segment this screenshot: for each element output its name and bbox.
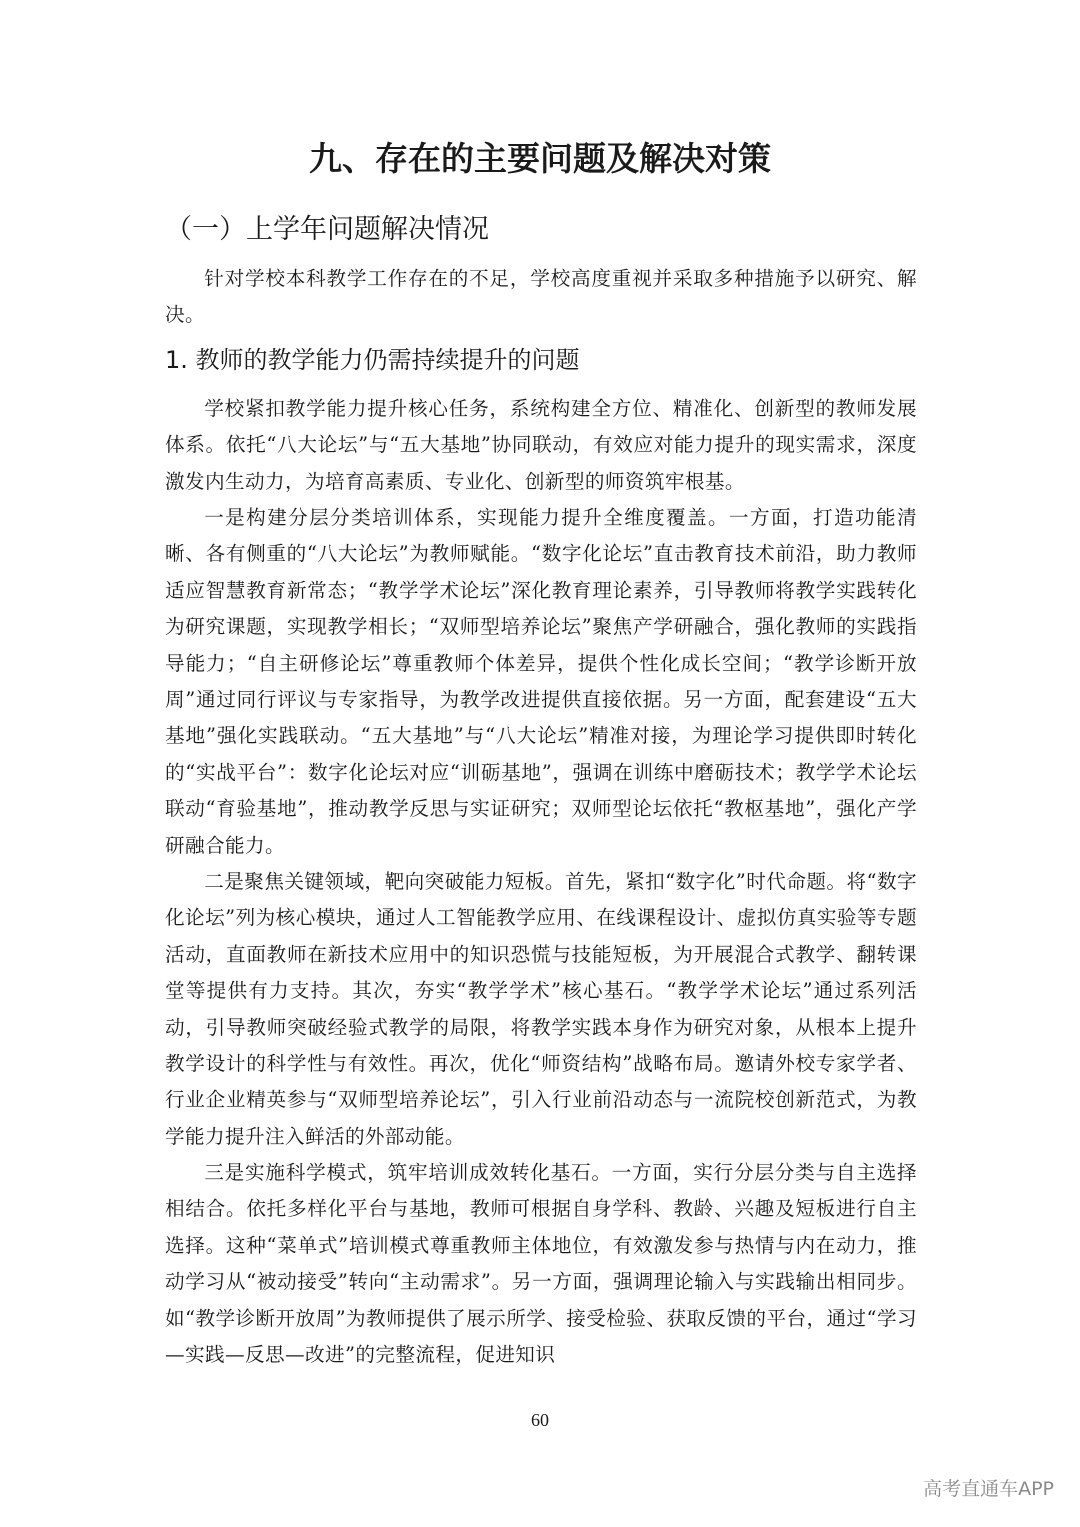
subsection-heading: 1. 教师的教学能力仍需持续提升的问题	[165, 346, 580, 374]
watermark-text: 高考直通车APP	[923, 1478, 1054, 1500]
body-paragraph: 一是构建分层分类培训体系，实现能力提升全维度覆盖。一方面，打造功能清晰、各有侧重的“八大论坛”为教师赋能。“数字化论坛”直击教育技术前沿，助力教师适应智慧教育新常态；“教学学术论坛”深化教育理论素养，引导教师将教学实践转化为研究课题，实现教学相长；“双师型培养论坛”聚焦产学研融合，强化教师的实践指导能力；“自主研修论坛”尊重教师个体差异，提供个性化成长空间；“教学诊断开放周”通过同行评议与专家指导，为教学改进提供直接依据。另一方面，配套建设“五大基地”强化实践联动。“五大基地”与“八大论坛”精准对接，为理论学习提供即时转化的“实战平台”：数字化论坛对应“训砺基地”，强调在训练中磨砺技术；教学学术论坛联动“育验基地”，推动教学反思与实证研究；双师型论坛依托“教枢基地”，强化产学研融合能力。	[165, 506, 917, 857]
page-number: 60	[531, 1410, 549, 1430]
body-paragraph: 三是实施科学模式，筑牢培训成效转化基石。一方面，实行分层分类与自主选择相结合。依托多样化平台与基地，教师可根据自身学科、教龄、兴趣及短板进行自主选择。这种“菜单式”培训模式尊重教师主体地位，有效激发参与热情与内在动力，推动学习从“被动接受”转向“主动需求”。另一方面，强调理论输入与实践输出相同步。如“教学诊断开放周”为教师提供了展示所学、接受检验、获取反馈的平台，通过“学习—实践—反思—改进”的完整流程，促进知识	[165, 1161, 917, 1367]
intro-paragraph: 针对学校本科教学工作存在的不足，学校高度重视并采取多种措施予以研究、解决。	[165, 267, 917, 327]
body-paragraph: 二是聚焦关键领域，靶向突破能力短板。首先，紧扣“数字化”时代命题。将“数字化论坛”列为核心模块，通过人工智能教学应用、在线课程设计、虚拟仿真实验等专题活动，直面教师在新技术应用中的知识恐慌与技能短板，为开展混合式教学、翻转课堂等提供有力支持。其次，夯实“教学学术”核心基石。“教学学术论坛”通过系列活动，引导教师突破经验式教学的局限，将教学实践本身作为研究对象，从根本上提升教学设计的科学性与有效性。再次，优化“师资结构”战略布局。邀请外校专家学者、行业企业精英参与“双师型培养论坛”，引入行业前沿动态与一流院校创新范式，为教学能力提升注入鲜活的外部动能。	[165, 870, 917, 1148]
section-heading: （一）上学年问题解决情况	[165, 214, 489, 245]
body-paragraph: 学校紧扣教学能力提升核心任务，系统构建全方位、精准化、创新型的教师发展体系。依托“八大论坛”与“五大基地”协同联动，有效应对能力提升的现实需求，深度激发内生动力，为培育高素质、专业化、创新型的师资筑牢根基。	[165, 397, 917, 493]
page-title: 九、存在的主要问题及解决对策	[309, 139, 771, 178]
